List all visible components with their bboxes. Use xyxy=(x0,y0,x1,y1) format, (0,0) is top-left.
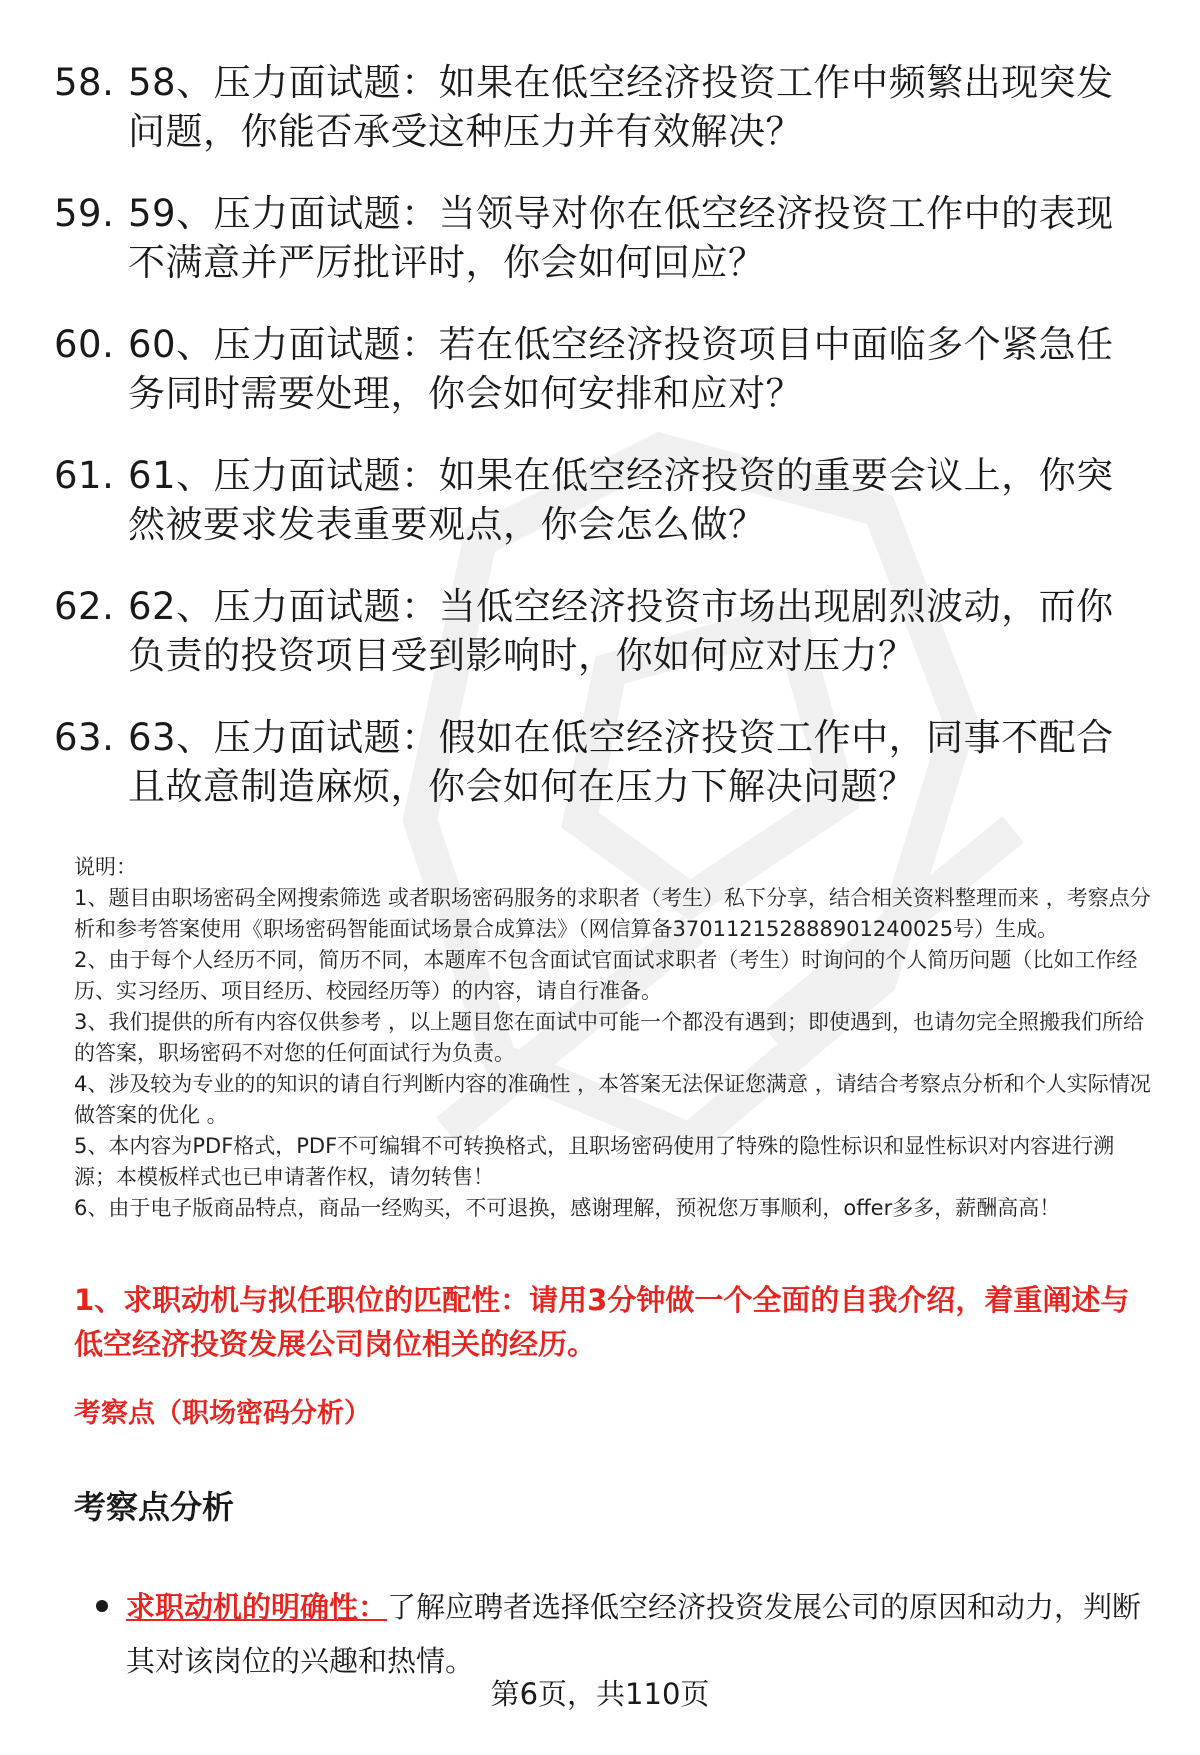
question-number: 59. xyxy=(54,192,115,235)
note-item: 1、题目由职场密码全网搜索筛选 或者职场密码服务的求职者（考生）私下分享，结合相关资料整理而来 ，考察点分析和参考答案使用《职场密码智能面试场景合成算法》（网信算备370112152888901240025号）生成。 xyxy=(74,886,1151,941)
question-text: 62、压力面试题：当低空经济投资市场出现剧烈波动，而你负责的投资项目受到影响时，你如何应对压力？ xyxy=(128,585,1114,677)
question-number: 63. xyxy=(54,716,115,759)
question-item xyxy=(0,582,1200,713)
question-text: 60、压力面试题：若在低空经济投资项目中面临多个紧急任务同时需要处理，你会如何安排和应对？ xyxy=(128,323,1114,415)
question-item xyxy=(0,713,1200,844)
question-text: 59、压力面试题：当领导对你在低空经济投资工作中的表现不满意并严厉批评时，你会如何回应？ xyxy=(128,192,1114,284)
bullet-text: 了解应聘者选择低空经济投资发展公司的原因和动力，判断其对该岗位的兴趣和热情。 xyxy=(126,1590,1142,1678)
note-item: 2、由于每个人经历不同，简历不同，本题库不包含面试官面试求职者（考生）时询问的个人简历问题（比如工作经历、实习经历、项目经历、校园经历等）的内容，请自行准备。 xyxy=(74,948,1138,1003)
note-item: 5、本内容为PDF格式，PDF不可编辑不可转换格式，且职场密码使用了特殊的隐性标识和显性标识对内容进行溯源；本模板样式也已申请著作权，请勿转售！ xyxy=(74,1134,1115,1189)
notes-block xyxy=(74,852,1154,1224)
question-number: 60. xyxy=(54,323,115,366)
question-item xyxy=(0,58,1200,189)
question-number: 61. xyxy=(54,454,115,497)
question-list xyxy=(0,58,1200,844)
question-item xyxy=(0,451,1200,582)
question-text: 58、压力面试题：如果在低空经济投资工作中频繁出现突发问题，你能否承受这种压力并有效解决？ xyxy=(128,61,1114,153)
analysis-heading: 考察点分析 xyxy=(74,1488,235,1526)
question-number: 58. xyxy=(54,61,115,104)
question-text: 63、压力面试题：假如在低空经济投资工作中，同事不配合且故意制造麻烦，你会如何在压力下解决问题？ xyxy=(128,716,1114,808)
notes-title: 说明： xyxy=(74,855,137,879)
note-item: 6、由于电子版商品特点，商品一经购买，不可退换，感谢理解，预祝您万事顺利，offer多多，薪酬高高！ xyxy=(74,1196,1061,1220)
question-text: 61、压力面试题：如果在低空经济投资的重要会议上，你突然被要求发表重要观点，你会怎么做？ xyxy=(128,454,1114,546)
kaocha-label: 考察点（职场密码分析） xyxy=(74,1398,371,1429)
question-item xyxy=(0,189,1200,320)
question-number: 62. xyxy=(54,585,115,628)
bullet-title: 求职动机的明确性： xyxy=(126,1590,388,1624)
page-footer: 第6页，共110页 xyxy=(490,1677,710,1711)
question-item xyxy=(0,320,1200,451)
note-item: 3、我们提供的所有内容仅供参考 ，以上题目您在面试中可能一个都没有遇到；即使遇到，也请勿完全照搬我们所给的答案，职场密码不对您的任何面试行为负责。 xyxy=(74,1010,1145,1065)
section-question-heading: 1、求职动机与拟任职位的匹配性：请用3分钟做一个全面的自我介绍，着重阐述与低空经济投资发展公司岗位相关的经历。 xyxy=(74,1283,1130,1361)
bullet-dot-icon xyxy=(96,1600,108,1612)
note-item: 4、涉及较为专业的的知识的请自行判断内容的准确性 ，本答案无法保证您满意 ，请结合考察点分析和个人实际情况做答案的优化 。 xyxy=(74,1072,1151,1127)
